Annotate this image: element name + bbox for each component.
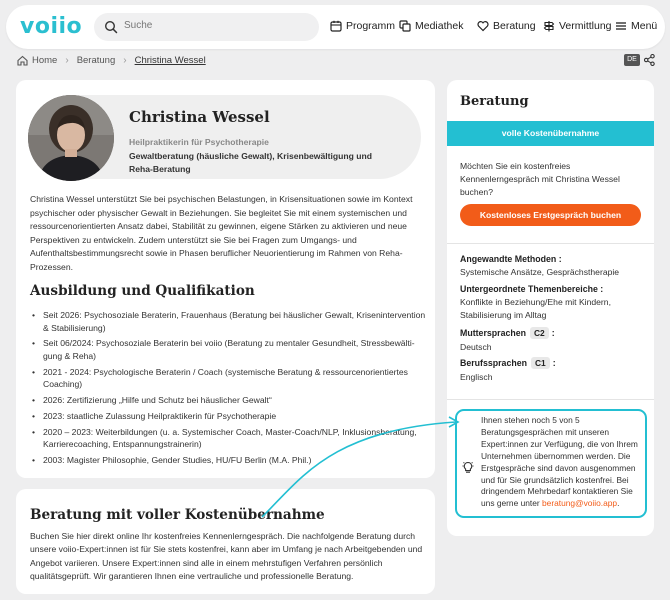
divider [447, 243, 654, 244]
profile-name: Christina Wessel [129, 108, 270, 126]
media-library-icon [399, 20, 411, 32]
hamburger-menu-icon [615, 20, 627, 32]
breadcrumb-current[interactable]: Christina Wessel [134, 55, 206, 66]
nav-label: Vermittlung [559, 20, 612, 32]
nav-label: Mediathek [415, 20, 464, 32]
list-item: • 2026: Zertifizierung „Hilfe und Schutz bei häuslicher Gewalt“ [30, 394, 428, 407]
list-item: • 2003: Magister Philosophie, Gender Studies, HU/FU Berlin (M.A. Phil.) [30, 454, 428, 467]
nav-beratung[interactable] [477, 20, 536, 32]
methods-label: Angewandte Methoden : [460, 254, 562, 264]
qualifications-heading: Ausbildung und Qualifikation [30, 283, 255, 299]
breadcrumb-home[interactable]: Home [32, 55, 58, 66]
full-coverage-banner: volle Kostenübernahme [447, 121, 654, 146]
cost-coverage-heading: Beratung mit voller Kostenübernahme [30, 507, 325, 523]
list-item: • 2021 - 2024: Psychologische Beraterin / Coach (systemische Beratung & ressourcenorientiertes Coaching) [30, 366, 428, 391]
list-item: • 2020 – 2023: Weiterbildungen (u. a. Systemischer Coach, Master-Coach/NLP, Inklusionsberatung, Karrierecoaching, Entspannungstrainerin) [30, 426, 428, 451]
work-languages-label [460, 357, 556, 369]
lightbulb-icon [462, 461, 474, 475]
nav-menu[interactable] [615, 20, 657, 32]
colon: : [551, 328, 555, 338]
search-icon [104, 20, 118, 34]
profile-role: Heilpraktikerin für Psychotherapie [129, 137, 269, 147]
native-languages-value: Deutsch [460, 342, 492, 352]
topics-value: Konflikte in Beziehung/Ehe mit Kindern, Stabilisierung im Alltag [460, 297, 611, 320]
cost-coverage-text: Buchen Sie hier direkt online Ihr kostenfreies Kennenlerngespräch. Die nachfolgende Beratung durch unsere voiio-Expert:innen ist für Sie stets kostenfrei, kann aber im Umfang je nach Arbeitgebenden und Angebot variieren. Unsere Expert:innen sind alle in einem mehrstufigen Verfahren persönlich qualitätsgeprüft. Wir garantieren Ihnen eine vertrauliche und professionelle Beratung. [30, 531, 423, 582]
period: . [617, 498, 620, 509]
session-info-body: Ihnen stehen noch 5 von 5 Beratungsgesprächen mit unseren Expert:innen zur Verfügung, die von Ihrem Unternehmen übernommen werden. Die Erstgespräche sind davon ausgenommen und für Sie grundsätzlich kostenfrei. Bei dringendem Mehrbedarf kontaktieren Sie uns gerne unter [481, 415, 638, 509]
native-languages-text: Muttersprachen [460, 328, 526, 338]
chevron-right-icon: › [65, 55, 69, 66]
signpost-icon [543, 20, 555, 32]
session-info-box [455, 409, 647, 518]
profile-card [16, 80, 435, 478]
breadcrumb [17, 55, 206, 66]
search-input[interactable] [94, 13, 319, 41]
share-icon[interactable] [644, 54, 655, 66]
booking-sidebar [447, 80, 654, 536]
voiio-logo[interactable]: voiio [20, 14, 83, 39]
profile-specialties: Gewaltberatung (häusliche Gewalt), Krisenbewältigung und Reha-Beratung [129, 151, 373, 174]
language-level-badge: C1 [531, 357, 550, 369]
nav-label: Menü [631, 20, 658, 32]
calendar-icon [330, 20, 342, 32]
profile-intro: Christina Wessel unterstützt Sie bei psychischen Belastungen, in Krisensituationen sowie im Kontext psychischer oder physischer Gewalt in Beziehungen. Sie begleitet Sie mit einem systemischen und ressourcenorientierten Ansatz dabei, Stabilität zu gewinnen, eigene Stärken zu aktivieren und neue Perspektiven zu entwickeln. Zudem unterstützt sie Sie bei Fragen zum Umgangs- und Aufenthaltsbestimmungsrecht sowie in Phasen beruflicher Neuorientierung im Rahmen von Reha-Prozessen. [30, 194, 413, 272]
list-item: • Seit 06/2024: Psychosoziale Beraterin bei voiio (Beratung zu mentaler Gesundheit, Stressbewältigung & Reha) [30, 337, 428, 362]
work-languages-value: Englisch [460, 372, 493, 382]
methods-value: Systemische Ansätze, Gesprächstherapie [460, 267, 620, 277]
native-languages-label [460, 327, 555, 339]
nav-label: Programm [346, 20, 396, 32]
nav-mediathek[interactable] [399, 20, 463, 32]
colon: : [552, 358, 556, 368]
search-placeholder: Suche [124, 20, 153, 31]
divider [447, 399, 654, 400]
booking-question: Möchten Sie ein kostenfreies Kennenlerngespräch mit Christina Wessel buchen? [460, 161, 620, 197]
nav-vermittlung[interactable] [543, 20, 612, 32]
home-icon[interactable] [17, 55, 28, 66]
email-link[interactable]: beratung@voiio.app [542, 498, 618, 509]
list-item: • 2023: staatliche Zulassung Heilpraktikerin für Psychotherapie [30, 410, 428, 423]
cost-coverage-card [16, 489, 435, 594]
top-header [6, 5, 665, 49]
qualifications-list [30, 309, 428, 470]
language-switch[interactable]: DE [624, 54, 640, 66]
language-level-badge: C2 [530, 327, 549, 339]
list-item: • Seit 2026: Psychosoziale Beraterin, Frauenhaus (Beratung bei häuslicher Gewalt, Krisenintervention & Stabilisierung) [30, 309, 428, 334]
book-consultation-button[interactable]: Kostenloses Erstgespräch buchen [460, 204, 641, 226]
session-info-text [481, 415, 643, 510]
nav-programm[interactable] [330, 20, 395, 32]
topics-label: Untergeordnete Themenbereiche : [460, 284, 604, 294]
work-languages-text: Berufssprachen [460, 358, 527, 368]
sidebar-title: Beratung [460, 94, 529, 109]
nav-label: Beratung [493, 20, 536, 32]
breadcrumb-section[interactable]: Beratung [76, 55, 116, 66]
avatar [28, 95, 114, 181]
chevron-right-icon: › [123, 55, 127, 66]
heart-hands-icon [477, 20, 489, 32]
